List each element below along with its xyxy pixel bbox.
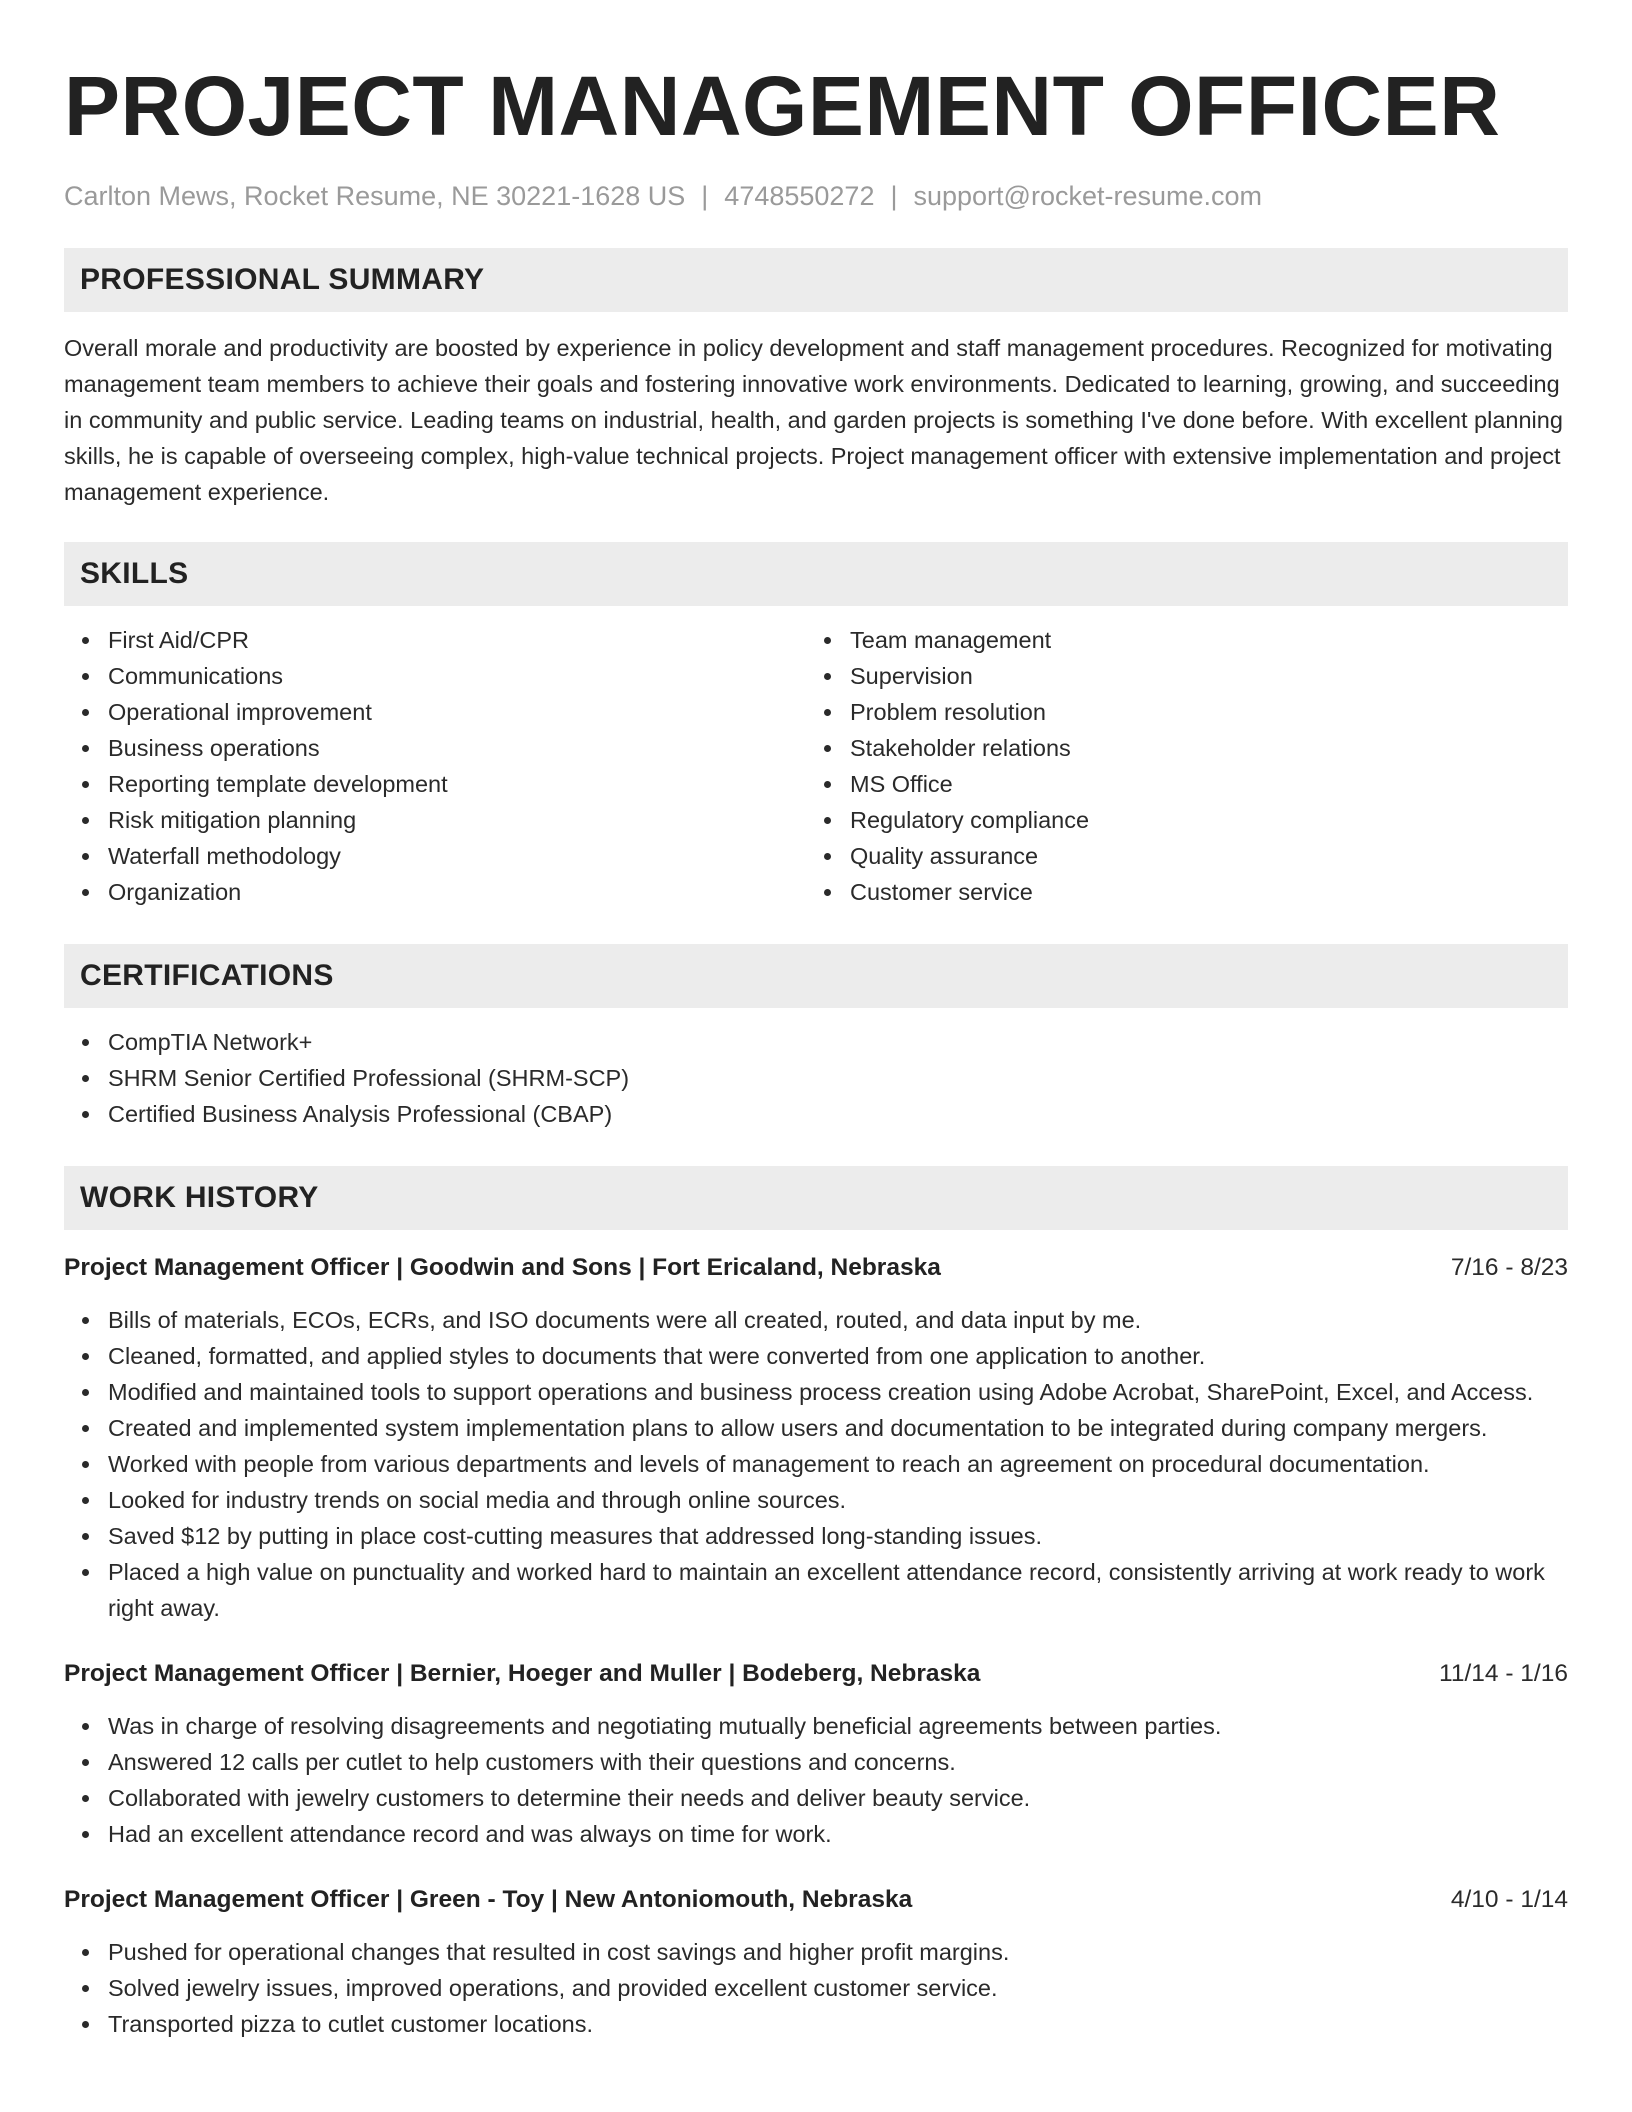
job-entry — [64, 1656, 1568, 1852]
skill-item: First Aid/CPR — [64, 622, 806, 658]
job-header — [64, 1250, 1568, 1286]
job-entry — [64, 1250, 1568, 1626]
certification-item: CompTIA Network+ — [64, 1024, 1568, 1060]
section-header-certifications: CERTIFICATIONS — [64, 944, 1568, 1008]
skill-item: Operational improvement — [64, 694, 806, 730]
job-heading: Project Management Officer | Goodwin and Sons | Fort Ericaland, Nebraska — [64, 1254, 941, 1281]
section-header-work-history: WORK HISTORY — [64, 1166, 1568, 1230]
job-bullet: Was in charge of resolving disagreements and negotiating mutually beneficial agreements between parties. — [64, 1708, 1568, 1744]
job-header — [64, 1882, 1568, 1918]
skill-item: Business operations — [64, 730, 806, 766]
skills-list-left — [64, 622, 806, 910]
job-bullets — [64, 1708, 1568, 1852]
certifications-list — [64, 1024, 1568, 1132]
summary-text: Overall morale and productivity are boosted by experience in policy development and staff management procedures. Recognized for motivating management team members to achieve their goals and fostering innovative work environments. Dedicated to learning, growing, and succeeding in community and public service. Leading teams on industrial, health, and garden projects is something I've done before. With excellent planning skills, he is capable of overseeing complex, high-value technical projects. Project management officer with extensive implementation and project management experience. — [64, 335, 1563, 505]
skill-item: Risk mitigation planning — [64, 802, 806, 838]
job-dates: 4/10 - 1/14 — [1450, 1886, 1568, 1913]
section-header-summary: PROFESSIONAL SUMMARY — [64, 248, 1568, 312]
job-heading: Project Management Officer | Green - Toy | New Antoniomouth, Nebraska — [64, 1886, 913, 1913]
contact-phone: 4748550272 — [724, 181, 875, 211]
skill-item: Waterfall methodology — [64, 838, 806, 874]
job-bullet: Saved $12 by putting in place cost-cutting measures that addressed long-standing issues. — [64, 1518, 1568, 1554]
job-bullet: Modified and maintained tools to support operations and business process creation using Adobe Acrobat, SharePoint, Excel, and Access. — [64, 1374, 1568, 1410]
skill-item: MS Office — [806, 766, 1548, 802]
job-header — [64, 1656, 1568, 1692]
job-bullet: Answered 12 calls per cutlet to help customers with their questions and concerns. — [64, 1744, 1568, 1780]
job-bullets — [64, 1934, 1568, 2042]
section-header-skills: SKILLS — [64, 542, 1568, 606]
skill-item: Problem resolution — [806, 694, 1548, 730]
skills-grid — [64, 622, 1568, 910]
certification-item: SHRM Senior Certified Professional (SHRM-SCP) — [64, 1060, 1568, 1096]
skill-item: Regulatory compliance — [806, 802, 1548, 838]
skill-item: Organization — [64, 874, 806, 910]
skill-item: Reporting template development — [64, 766, 806, 802]
job-bullet: Transported pizza to cutlet customer locations. — [64, 2006, 1568, 2042]
job-bullet: Looked for industry trends on social media and through online sources. — [64, 1482, 1568, 1518]
job-bullet: Bills of materials, ECOs, ECRs, and ISO documents were all created, routed, and data input by me. — [64, 1302, 1568, 1338]
contact-line — [64, 178, 1568, 214]
job-bullet: Collaborated with jewelry customers to determine their needs and deliver beauty service. — [64, 1780, 1568, 1816]
job-bullets — [64, 1302, 1568, 1626]
contact-separator: | — [701, 181, 709, 211]
skill-item: Stakeholder relations — [806, 730, 1548, 766]
job-bullet: Cleaned, formatted, and applied styles to documents that were converted from one application to another. — [64, 1338, 1568, 1374]
job-bullet: Had an excellent attendance record and was always on time for work. — [64, 1816, 1568, 1852]
job-dates: 7/16 - 8/23 — [1450, 1254, 1568, 1281]
job-heading: Project Management Officer | Bernier, Hoeger and Muller | Bodeberg, Nebraska — [64, 1660, 981, 1687]
resume-title: PROJECT MANAGEMENT OFFICER — [64, 59, 1501, 153]
contact-address: Carlton Mews, Rocket Resume, NE 30221-1628 US — [64, 181, 686, 211]
skills-list-right — [806, 622, 1548, 910]
skill-item: Team management — [806, 622, 1548, 658]
job-bullet: Pushed for operational changes that resulted in cost savings and higher profit margins. — [64, 1934, 1568, 1970]
contact-email: support@rocket-resume.com — [913, 181, 1263, 211]
skill-item: Customer service — [806, 874, 1548, 910]
skill-item: Communications — [64, 658, 806, 694]
contact-separator: | — [890, 181, 898, 211]
job-bullet: Created and implemented system implementation plans to allow users and documentation to be integrated during company mergers. — [64, 1410, 1568, 1446]
skill-item: Quality assurance — [806, 838, 1548, 874]
job-dates: 11/14 - 1/16 — [1439, 1660, 1568, 1687]
certification-item: Certified Business Analysis Professional (CBAP) — [64, 1096, 1568, 1132]
job-bullet: Solved jewelry issues, improved operations, and provided excellent customer service. — [64, 1970, 1568, 2006]
job-bullet: Placed a high value on punctuality and worked hard to maintain an excellent attendance record, consistently arriving at work ready to work right away. — [64, 1554, 1568, 1626]
skill-item: Supervision — [806, 658, 1548, 694]
job-bullet: Worked with people from various departments and levels of management to reach an agreement on procedural documentation. — [64, 1446, 1568, 1482]
job-entry — [64, 1882, 1568, 2042]
